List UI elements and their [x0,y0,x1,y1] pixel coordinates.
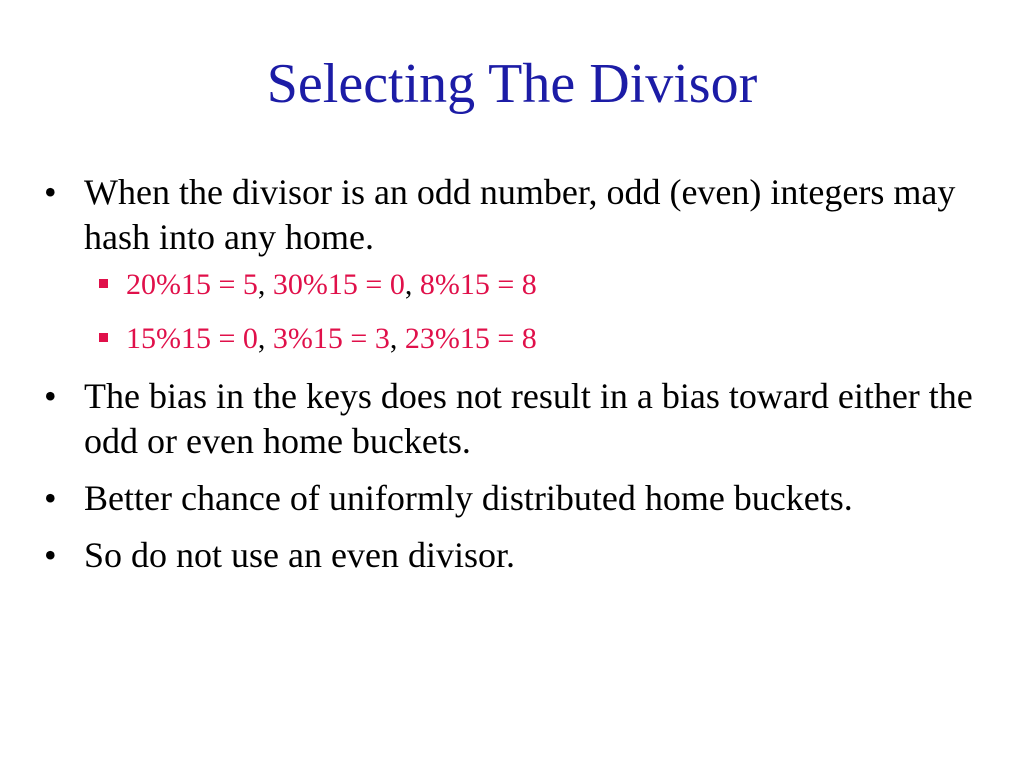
modulo-expression: 23%15 = 8 [404,322,537,355]
sub-bullet-list [84,266,1000,358]
bullet-item [40,533,1000,578]
bullet-item [40,476,1000,521]
square-bullet-icon [99,333,108,342]
modulo-expression: 8%15 = 8 [419,268,537,301]
modulo-expression: 3%15 = 3 [272,322,390,355]
bullet-text: When the divisor is an odd number, odd (even) integers may hash into any home. [84,172,956,257]
bullet-text: Better chance of uniformly distributed home buckets. [84,478,853,518]
separator: , [389,322,405,355]
modulo-expression: 20%15 = 5 [126,268,258,301]
bullet-item [40,170,1000,358]
bullet-dot-icon: • [44,376,57,416]
bullet-text: The bias in the keys does not result in a bias toward either the odd or even home buckets. [84,376,973,461]
modulo-expression: 15%15 = 0 [126,322,258,355]
square-bullet-icon [99,279,108,288]
separator: , [257,322,273,355]
sub-bullet-item [84,266,1000,304]
bullet-list [40,170,1000,590]
slide-title: Selecting The Divisor [266,53,758,115]
separator: , [404,268,420,301]
modulo-expression: 30%15 = 0 [272,268,405,301]
bullet-dot-icon: • [44,535,57,575]
bullet-dot-icon: • [44,172,57,212]
sub-bullet-item [84,320,1000,358]
separator: , [257,268,273,301]
bullet-item [40,374,1000,464]
bullet-text: So do not use an even divisor. [84,535,515,575]
bullet-dot-icon: • [44,478,57,518]
